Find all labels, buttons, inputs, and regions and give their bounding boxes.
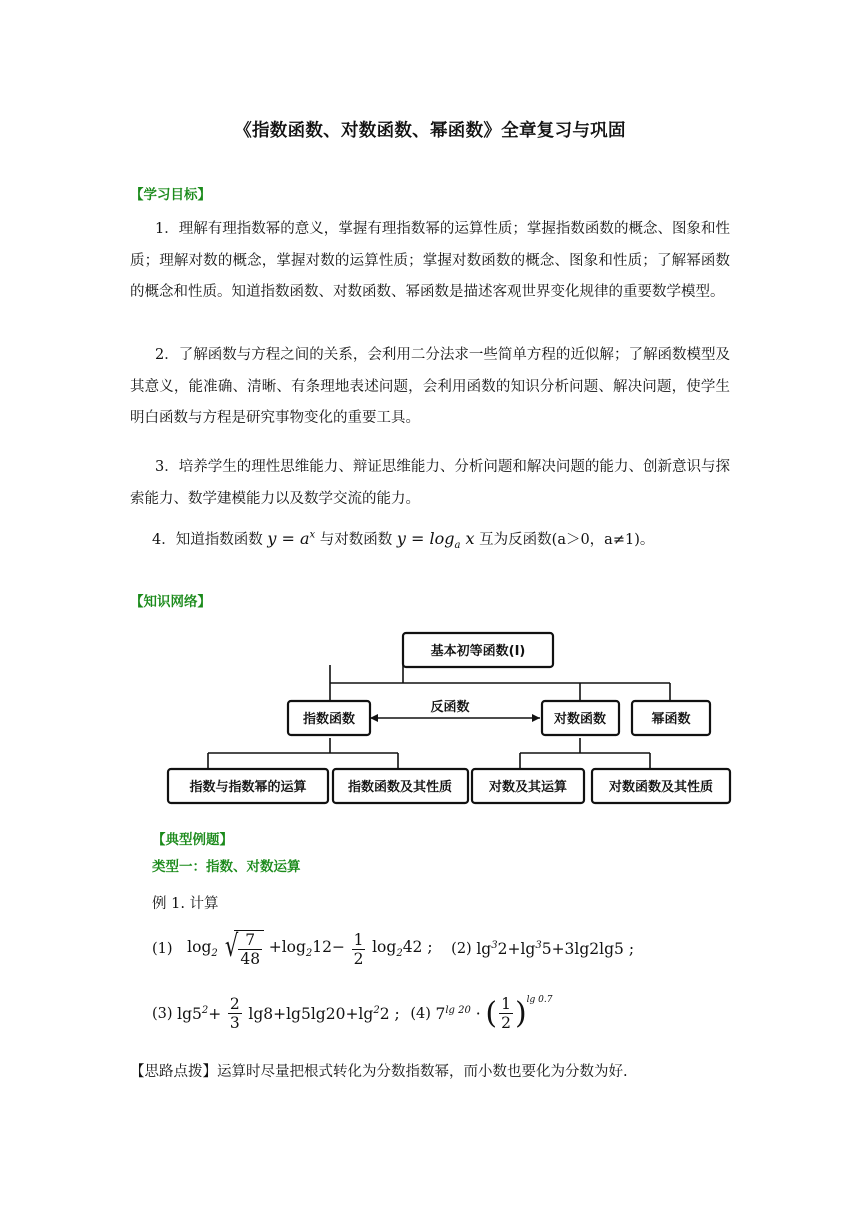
learning-goal-2: 2．了解函数与方程之间的关系，会利用二分法求一些简单方程的近似解；了解函数模型及其意义，能准确、清晰、有条理地表述问题，会利用函数的知识分析问题、解决问题，使学生明白函数与方程是研究事物变化的重要工具。 [130,347,730,426]
example1-row2: (3) $\lg 5^2+$ $\frac{2}{3}$ $\lg 8+\lg 5\lg 20+\lg^22$ ; (4) $7^{lg 20}$ · ( $\frac{1}{2}$ )$^{lg 0.7}$ [152,995,553,1032]
node-log-props: 对数函数及其性质 [608,780,714,795]
goal4-prefix: 4．知道指数函数 [152,532,263,548]
hint-label: 【思路点拨】 [130,1064,217,1080]
example1-label: 例 1. 计算 [152,896,219,912]
learning-goal-3: 3．培养学生的理性思维能力、辩证思维能力、分析问题和解决问题的能力、创新意识与探索能力、数学建模能力以及数学交流的能力。 [130,459,730,507]
knowledge-network-heading: 【知识网络】 [130,594,211,610]
node-exp-props: 指数函数及其性质 [347,780,453,795]
q1-label: (1) [152,941,173,957]
q2-label: (2) [451,941,472,957]
node-log-ops: 对数及其运算 [488,780,568,795]
node-log-function: 对数函数 [553,712,607,727]
learning-goal-4 [152,528,654,551]
exp-function-formula: $y = a^x$ [267,529,316,548]
hint-text: 运算时尽量把根式转化为分数指数幂，而小数也要化为分数为好. [217,1064,628,1080]
goal4-middle: 与对数函数 [319,532,393,548]
q4-label: (4) [410,1005,431,1022]
log-function-formula: $y = \log_a x$ [396,529,475,552]
example1-row1: (1) $\log_2$ √ $\frac{7}{48}$ $+\log_212-$ $\frac{1}{2}$ $\log_242$ ; (2) $\lg^32+\lg^35+3\lg 2\lg 5$ ; [152,929,635,968]
node-root: 基本初等函数(I) [430,644,526,659]
relation-label: 反函数 [430,700,470,715]
node-exp-ops: 指数与指数幂的运算 [189,780,307,795]
page-title: 《指数函数、对数函数、幂函数》全章复习与巩固 [234,121,626,141]
arrow-right-icon [532,714,540,722]
learning-goals-heading: 【学习目标】 [130,187,211,203]
hint-line [130,1060,628,1081]
arrow-left-icon [370,714,378,722]
goal4-suffix: 互为反函数(a＞0，a≠1)。 [479,532,655,548]
q3-label: (3) [152,1005,173,1022]
node-power-function: 幂函数 [651,712,691,727]
knowledge-network-diagram [165,628,735,808]
examples-heading: 【典型例题】 [152,832,233,848]
learning-goal-1: 1．理解有理指数幂的意义，掌握有理指数幂的运算性质；掌握指数函数的概念、图象和性质；理解对数的概念，掌握对数的运算性质；掌握对数函数的概念、图象和性质；了解幂函数的概念和性质。知道指数函数、对数函数、幂函数是描述客观世界变化规律的重要数学模型。 [130,221,730,300]
type1-heading: 类型一：指数、对数运算 [152,859,301,875]
node-exp-function: 指数函数 [302,712,356,727]
